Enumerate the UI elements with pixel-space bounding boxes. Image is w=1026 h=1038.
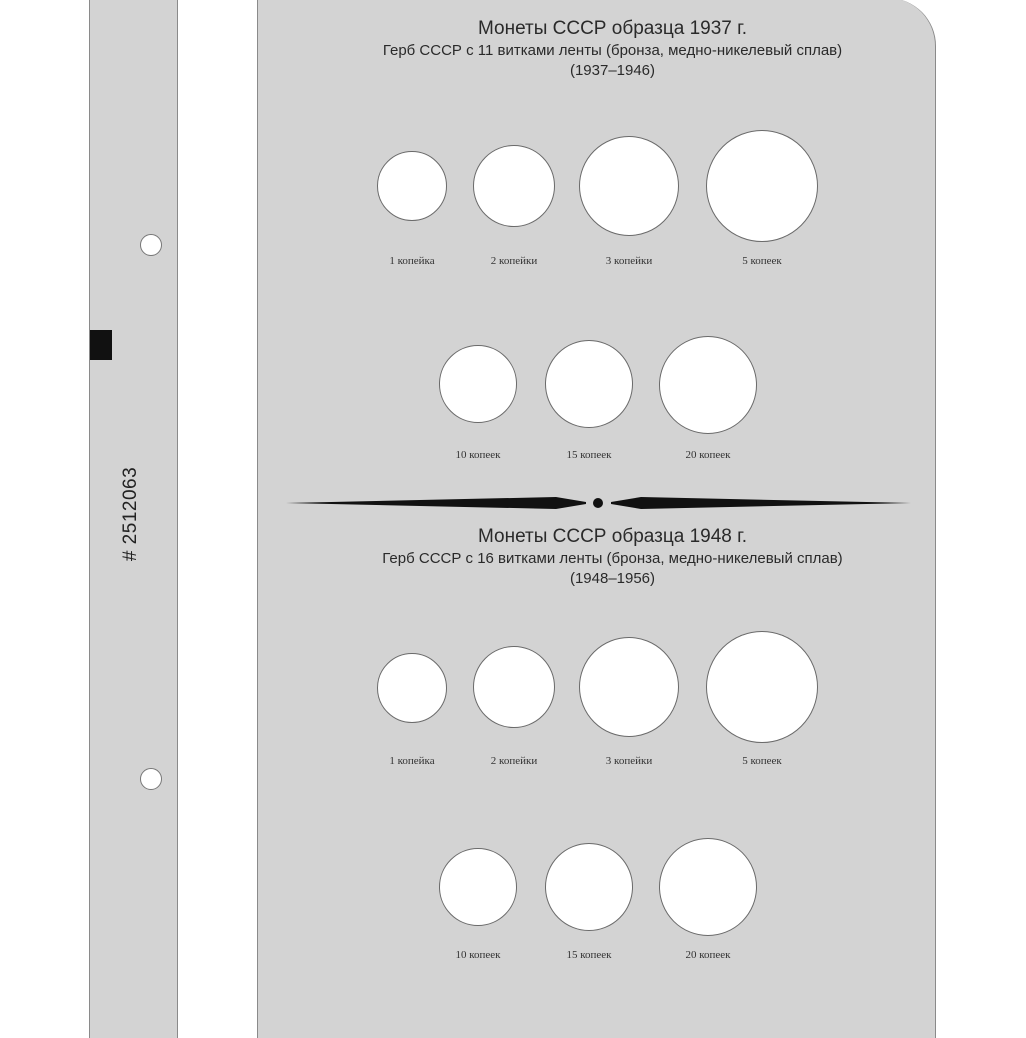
coin-label: 2 копейки xyxy=(490,255,538,267)
section-2-header xyxy=(258,525,935,589)
coin-album-page xyxy=(257,0,936,1038)
section-1-header xyxy=(258,17,935,81)
section-divider xyxy=(286,488,911,518)
punch-hole-bottom xyxy=(140,768,162,790)
coin-label: 15 копеек xyxy=(566,949,612,961)
coin-label: 10 копеек xyxy=(455,949,501,961)
coin-slot-20-kopeks xyxy=(659,336,757,434)
coin-slot-20-kopeks xyxy=(659,838,757,936)
coin-slot-2-kopeks xyxy=(473,646,555,728)
coin-label: 15 копеек xyxy=(566,449,612,461)
coin-label: 3 копейки xyxy=(605,255,653,267)
section-2-subtitle: Герб СССР с 16 витками ленты (бронза, медно-никелевый сплав) xyxy=(382,550,843,567)
coin-slot-1-kopek xyxy=(377,151,447,221)
section-2-title: Монеты СССР образца 1948 г. xyxy=(477,526,748,547)
section-1-subtitle: Герб СССР с 11 витками ленты (бронза, медно-никелевый сплав) xyxy=(382,42,843,59)
coin-label: 10 копеек xyxy=(455,449,501,461)
coin-label: 1 копейка xyxy=(389,255,435,267)
coin-slot-5-kopeks xyxy=(706,631,818,743)
coin-label: 5 копеек xyxy=(742,255,782,267)
coin-slot-3-kopeks xyxy=(579,637,679,737)
coin-slot-2-kopeks xyxy=(473,145,555,227)
divider-left-spike xyxy=(286,497,586,509)
coin-label: 5 копеек xyxy=(742,755,782,767)
divider-right-spike xyxy=(611,497,911,509)
section-1-years: (1937–1946) xyxy=(569,62,656,79)
coin-slot-10-kopeks xyxy=(439,345,517,423)
coin-label: 2 копейки xyxy=(490,755,538,767)
section-2-years: (1948–1956) xyxy=(569,570,656,587)
coin-label: 1 копейка xyxy=(389,755,435,767)
coin-label: 20 копеек xyxy=(685,449,731,461)
punch-hole-top xyxy=(140,234,162,256)
coin-label: 20 копеек xyxy=(685,949,731,961)
coin-slot-5-kopeks xyxy=(706,130,818,242)
coin-label: 3 копейки xyxy=(605,755,653,767)
coin-slot-15-kopeks xyxy=(545,843,633,931)
article-number: # 2512063 xyxy=(120,466,141,562)
coin-slot-1-kopek xyxy=(377,653,447,723)
divider-center-dot xyxy=(593,498,603,508)
strip-black-mark xyxy=(90,330,112,360)
coin-slot-15-kopeks xyxy=(545,340,633,428)
section-1-title: Монеты СССР образца 1937 г. xyxy=(477,18,748,39)
coin-slot-10-kopeks xyxy=(439,848,517,926)
coin-slot-3-kopeks xyxy=(579,136,679,236)
